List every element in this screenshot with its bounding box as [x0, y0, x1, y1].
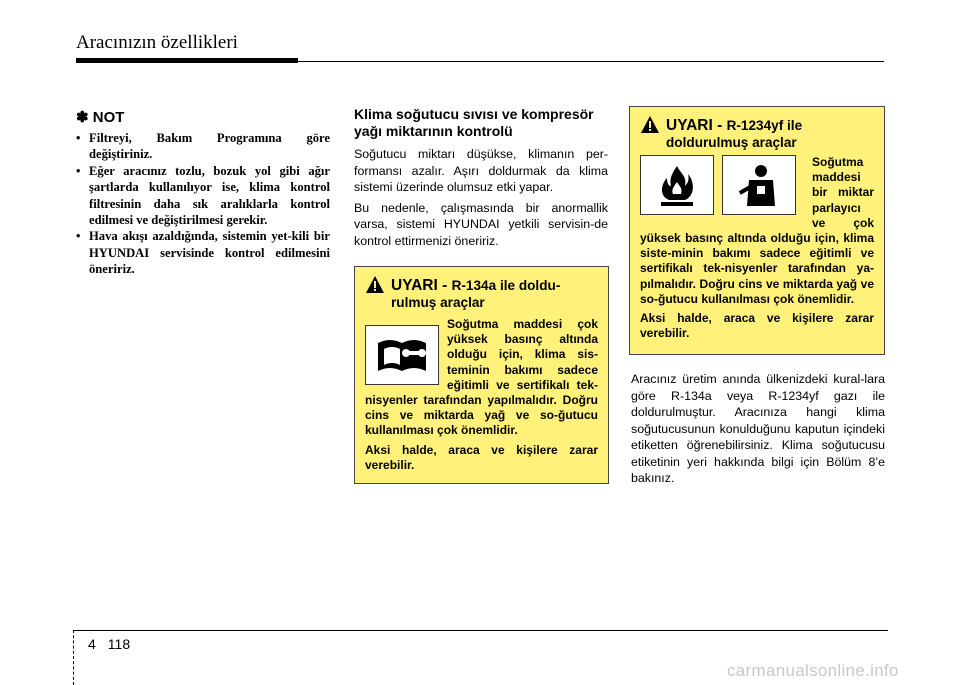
- note-item: • Filtreyi, Bakım Programına göre değiştiriniz.: [76, 130, 330, 163]
- page-number-value: 118: [107, 636, 131, 652]
- note-item: • Eğer aracınız tozlu, bozuk yol gibi ağır şartlarda kullanılıyor ise, klima kontrol filtresinin daha sık aralıklarla kontrol edilmesi ve değiştirilmesi gerekir.: [76, 163, 330, 229]
- note-list: [76, 130, 330, 278]
- section-paragraph: Soğutucu miktarı düşükse, klimanın per-formansı azalır. Aşırı doldurmak da klima sistemi üzerinde olumsuz etki yapar.: [354, 147, 608, 194]
- note-item: • Hava akışı azaldığında, sistemin yet-kili bir HYUNDAI servisinde kontrol edilmesini öneririz.: [76, 228, 330, 277]
- warning-subtitle: R-1234yf ile doldurulmuş araçlar: [666, 118, 803, 150]
- watermark: carmanualsonline.info: [727, 661, 899, 680]
- flammable-icon: [640, 155, 714, 215]
- warning-subtitle: R-134a ile doldu-rulmuş araçlar: [391, 278, 561, 310]
- header-rule-thin: [298, 61, 884, 62]
- warning-triangle-icon: [365, 275, 385, 295]
- warning-text: Soğutma maddesi bir miktar parlayıcı ve çok yüksek basınç altında olduğu için, klima siste-minin bakımı sadece eğitimli ve sertifikalı tek-nisyenler tarafından ya-pılmalıdır. Doğru cins ve miktarda yağ ve so-ğutucu kullanılması çok önemlidir.: [640, 155, 874, 306]
- technician-icon: [722, 155, 796, 215]
- refrigerant-label-info: [631, 371, 885, 491]
- warning-text-consequence: Aksi halde, araca ve kişilere zarar verebilir.: [365, 442, 598, 472]
- warning-label: UYARI -: [666, 117, 727, 134]
- footer-rule: [73, 630, 888, 631]
- note-heading: ✽ NOT: [76, 109, 125, 126]
- refrigerant-section: [354, 106, 608, 253]
- warning-box-r1234yf: [629, 106, 885, 355]
- service-manual-icon: [365, 325, 439, 385]
- warning-text: Soğutma maddesi çok yüksek basınç altında olduğu için, klima sis-teminin bakımı sadece eğitimli ve sertifikalı tek-nisyenler tarafından yapılmalıdır. Doğru cins ve miktarda yağ ve so-ğutucu kullanılması çok önemlidir.: [365, 317, 598, 438]
- warning-box-r134a: [354, 266, 609, 484]
- warning-heading: [640, 117, 874, 151]
- chapter-number: 4: [88, 636, 96, 652]
- page-header-title: Aracınızın özellikleri: [76, 32, 238, 53]
- note-section: [76, 108, 330, 278]
- warning-triangle-icon: [640, 115, 660, 135]
- warning-heading: [365, 277, 598, 311]
- section-title: Klima soğutucu sıvısı ve kompresör yağı miktarının kontrolü: [354, 106, 594, 139]
- page-number: [88, 636, 142, 652]
- header-rule-thick: [76, 58, 298, 63]
- warning-text-consequence: Aksi halde, araca ve kişilere zarar verebilir.: [640, 311, 874, 341]
- section-paragraph: Bu nedenle, çalışmasında bir anormallik varsa, sistemi HYUNDAI yetkili servisin-de kontrol ettirmenizi öneririz.: [354, 200, 608, 248]
- warning-label: UYARI -: [391, 277, 452, 294]
- info-paragraph: Aracınız üretim anında ülkenizdeki kural-lara göre R-134a veya R-1234yf gazı ile doldurulmuştur. Aracınıza hangi klima soğutucusunun konulduğunu kaputun içindeki etiketten öğrenebilirsiniz. Klima soğutucusu etiketinin yeri hakkında bilgi için Bölüm 8’e bakınız.: [631, 372, 885, 485]
- footer-margin-line: [73, 630, 75, 685]
